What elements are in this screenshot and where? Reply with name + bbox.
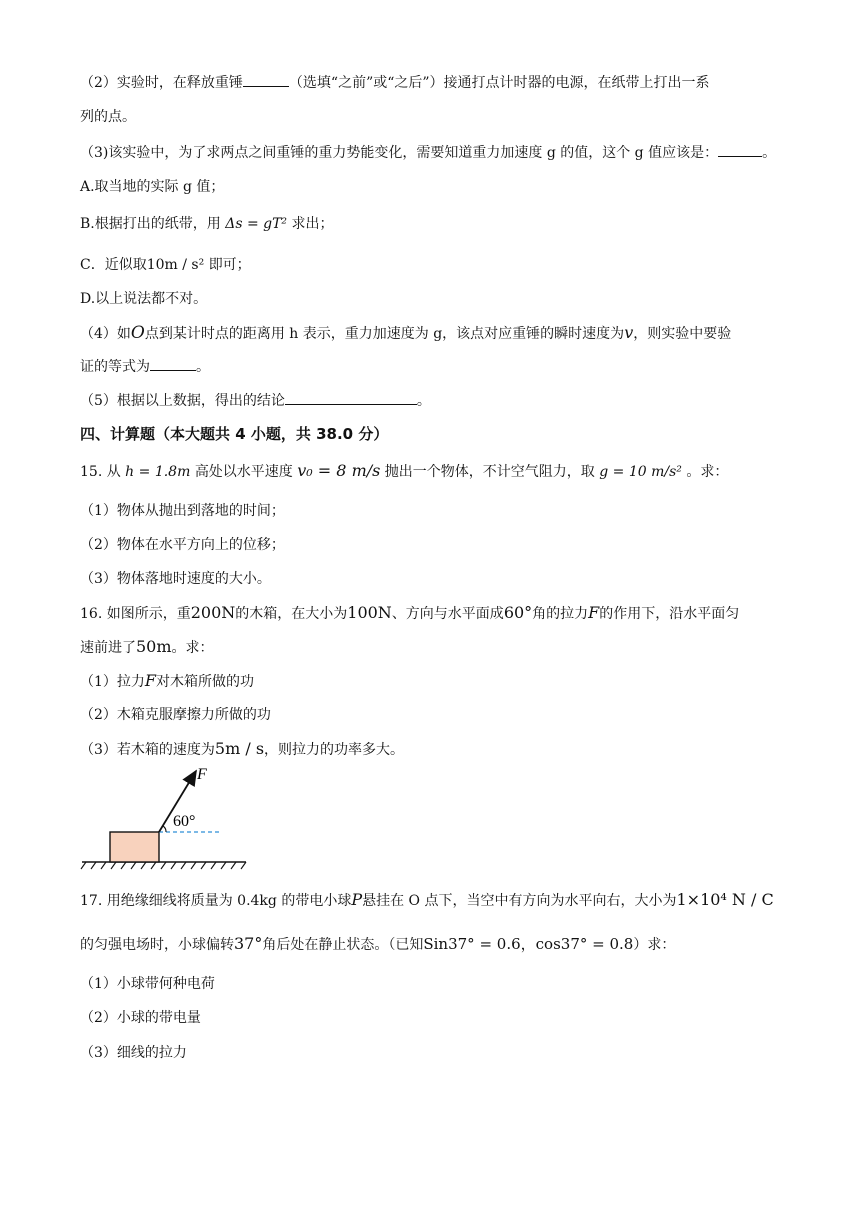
text: 的作用下，沿水平面匀 xyxy=(599,606,740,622)
q14-part2-line2 xyxy=(80,107,785,127)
force-label: F xyxy=(197,766,207,783)
q14-part3 xyxy=(80,143,785,163)
text: 17. 用绝缘细线将质量为 0.4kg 的带电小球 xyxy=(80,893,352,909)
q14-part2-line1 xyxy=(80,73,785,93)
formula: P xyxy=(351,890,363,909)
q14-option-c xyxy=(80,255,785,275)
formula: h = 1.8m xyxy=(125,464,191,480)
formula: g = 10 m/s² xyxy=(599,464,682,480)
answer-blank xyxy=(243,86,289,87)
formula: 100N xyxy=(347,603,392,622)
text: 。 xyxy=(416,393,431,409)
formula: 60° xyxy=(503,603,533,622)
formula: 50m xyxy=(136,637,172,656)
q17-sub2: （2）小球的带电量 xyxy=(80,1010,201,1026)
text: 的匀强电场时，小球偏转 xyxy=(80,937,234,953)
q17-stem-line2 xyxy=(80,934,785,955)
formula: F xyxy=(588,603,600,622)
text: 即可； xyxy=(208,257,251,273)
text: （3)该实验中，为了求两点之间重锤的重力势能变化，需要知道重力加速度 g 的值，这个 g 值应该是： xyxy=(80,145,719,161)
text: 列的点。 xyxy=(80,109,136,125)
angle-label: 60° xyxy=(173,813,196,830)
text: C．近似取 xyxy=(80,257,147,273)
text: ）求： xyxy=(633,937,676,953)
text: 。 xyxy=(196,359,210,375)
text: 求出； xyxy=(291,216,334,232)
answer-blank xyxy=(285,404,417,405)
formula: 200N xyxy=(190,603,236,622)
q14-option-a xyxy=(80,177,785,197)
q17-sub1: （1）小球带何种电荷 xyxy=(80,976,215,992)
text: 高处以水平速度 xyxy=(194,464,293,480)
text: （2）实验时，在释放重锤 xyxy=(80,75,243,91)
text: 速前进了 xyxy=(80,640,136,656)
q14-option-b xyxy=(80,214,785,234)
q16-sub2: （2）木箱克服摩擦力所做的功 xyxy=(80,707,271,723)
angle-arc xyxy=(163,826,166,832)
q15-sub2: （2）物体在水平方向上的位移； xyxy=(80,537,285,553)
text: （选填“之前”或“之后”）接通打点计时器的电源，在纸带上打出一系 xyxy=(288,75,710,91)
q16-stem-line1 xyxy=(80,603,785,624)
answer-blank xyxy=(150,370,196,371)
formula: F xyxy=(144,671,157,690)
box-force-diagram xyxy=(80,762,260,874)
text: ，则拉力的功率多大。 xyxy=(264,742,405,758)
text: 。 xyxy=(762,145,777,161)
ground-hatching xyxy=(81,862,246,869)
formula: 37° xyxy=(234,934,263,953)
section-heading: 四、计算题（本大题共 4 小题，共 38.0 分） xyxy=(80,425,389,443)
wooden-box xyxy=(110,832,159,862)
text: （3）若木箱的速度为 xyxy=(80,742,215,758)
q14-part4-line2 xyxy=(80,357,785,377)
text: （5）根据以上数据，得出的结论 xyxy=(80,393,285,409)
formula: 10m / s² xyxy=(146,257,205,273)
q14-option-d xyxy=(80,289,785,309)
q15-sub3: （3）物体落地时速度的大小。 xyxy=(80,571,271,587)
q14-part5 xyxy=(80,391,785,411)
text: ，则实验中要验 xyxy=(633,326,732,342)
q16-sub3 xyxy=(80,739,785,760)
text: （1）拉力 xyxy=(80,674,145,690)
text: 悬挂在 O 点下，当空中有方向为水平向右，大小为 xyxy=(362,893,677,909)
answer-blank xyxy=(718,156,762,157)
text: 。求： xyxy=(686,464,729,480)
text: B.根据打出的纸带，用 xyxy=(80,216,221,232)
formula: O xyxy=(130,323,145,343)
text: 角后处在静止状态。（已知 xyxy=(262,937,424,953)
text: 抛出一个物体，不计空气阻力，取 xyxy=(384,464,595,480)
formula: Δs = gT² xyxy=(225,216,288,232)
text: 16. 如图所示，重 xyxy=(80,606,191,622)
text: 对木箱所做的功 xyxy=(156,674,255,690)
formula: Sin37° = 0.6，cos37° = 0.8 xyxy=(423,935,634,953)
q16-stem-line2 xyxy=(80,637,785,658)
formula: v xyxy=(624,323,634,342)
text: 15. 从 xyxy=(80,464,121,480)
text: 角的拉力 xyxy=(532,606,589,622)
text: 、方向与水平面成 xyxy=(391,606,504,622)
q15-sub1: （1）物体从抛出到落地的时间； xyxy=(80,503,285,519)
q17-sub3: （3）细线的拉力 xyxy=(80,1045,187,1061)
text: 的木箱，在大小为 xyxy=(235,606,348,622)
formula: 1×10⁴ N / C xyxy=(676,890,774,909)
q15-stem xyxy=(80,461,785,482)
formula: 5m / s xyxy=(214,739,265,758)
text: A.取当地的实际 g 值； xyxy=(80,179,225,195)
q16-sub1 xyxy=(80,671,785,692)
text: 证的等式为 xyxy=(80,359,150,375)
text: （4）如 xyxy=(80,326,131,342)
q14-part4-line1 xyxy=(80,323,785,344)
q17-stem-line1 xyxy=(80,890,785,911)
text: 。求： xyxy=(171,640,214,656)
text: D.以上说法都不对。 xyxy=(80,291,208,307)
text: 点到某计时点的距离用 h 表示，重力加速度为 g，该点对应重锤的瞬时速度为 xyxy=(144,326,625,342)
formula: v₀ = 8 m/s xyxy=(297,461,381,480)
